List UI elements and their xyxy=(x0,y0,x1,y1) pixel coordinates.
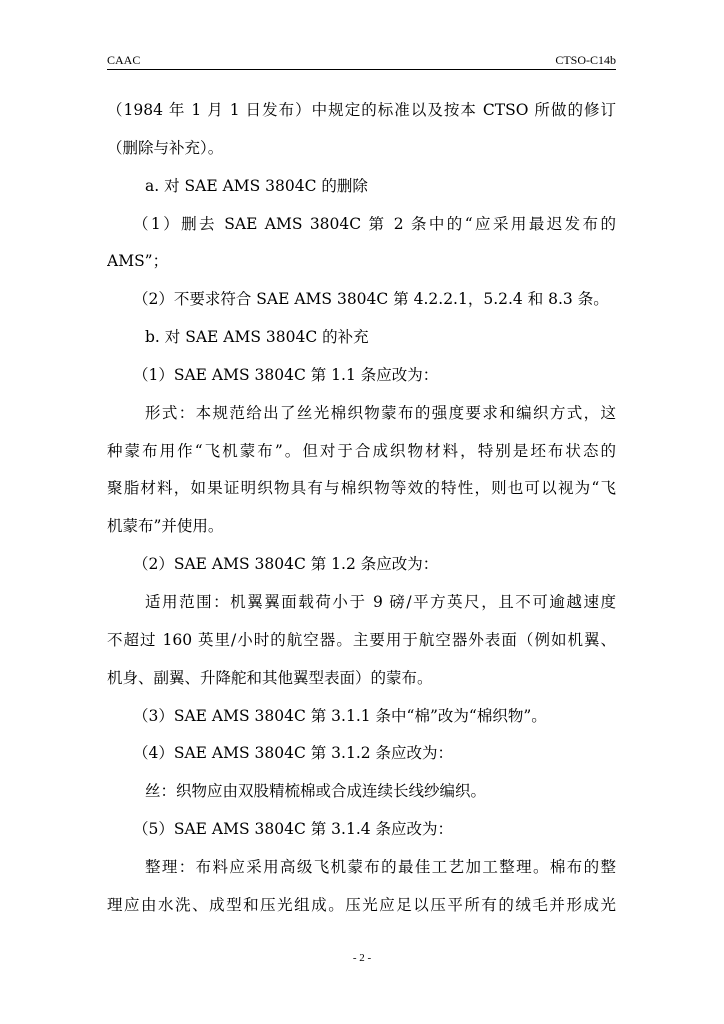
form-paragraph-line-1: 形式：本规范给出了丝光棉织物蒙布的强度要求和编织方式，这 xyxy=(145,403,616,422)
header-left-text: CAAC xyxy=(107,53,141,67)
page-header xyxy=(107,52,616,68)
item-a2-line: （2）不要求符合 SAE AMS 3804C 第 4.2.2.1，5.2.4 和 8.3 条。 xyxy=(133,290,609,309)
finish-paragraph-line-2: 理应由水洗、成型和压光组成。压光应足以压平所有的绒毛并形成光 xyxy=(107,895,616,914)
item-b4-heading: （4）SAE AMS 3804C 第 3.1.2 条应改为： xyxy=(133,744,454,763)
document-body xyxy=(107,92,616,925)
item-b2-heading: （2）SAE AMS 3804C 第 1.2 条应改为： xyxy=(133,555,439,574)
paragraph-line-2: （删除与补充）。 xyxy=(107,138,224,157)
section-heading-b: b. 对 SAE AMS 3804C 的补充 xyxy=(145,328,369,347)
page-number: - 2 - xyxy=(352,952,372,964)
section-heading-a: a. 对 SAE AMS 3804C 的删除 xyxy=(145,176,368,195)
form-paragraph-line-2: 种蒙布用作“飞机蒙布”。但对于合成织物材料，特别是坯布状态的 xyxy=(107,441,616,460)
yarn-paragraph-line: 丝：织物应由双股精梳棉或合成连续长线纱编织。 xyxy=(145,782,487,801)
item-b5-heading: （5）SAE AMS 3804C 第 3.1.4 条应改为： xyxy=(133,820,454,839)
header-rule xyxy=(107,69,616,70)
paragraph-line-1: （1984 年 1 月 1 日发布）中规定的标准以及按本 CTSO 所做的修订 xyxy=(107,101,616,119)
item-b1-heading: （1）SAE AMS 3804C 第 1.1 条应改为： xyxy=(133,365,439,384)
scope-paragraph-line-3: 机身、副翼、升降舵和其他翼型表面）的蒙布。 xyxy=(107,668,433,687)
item-a1-line-1: （1）删去 SAE AMS 3804C 第 2 条中的“应采用最迟发布的 xyxy=(133,214,616,233)
scope-paragraph-line-1: 适用范围：机翼翼面载荷小于 9 磅/平方英尺，且不可逾越速度 xyxy=(145,592,616,611)
finish-paragraph-line-1: 整理：布料应采用高级飞机蒙布的最佳工艺加工整理。棉布的整 xyxy=(145,857,616,876)
header-right-text: CTSO-C14b xyxy=(555,53,616,67)
item-b3-line: （3）SAE AMS 3804C 第 3.1.1 条中“棉”改为“棉织物”。 xyxy=(133,706,547,725)
scope-paragraph-line-2: 不超过 160 英里/小时的航空器。主要用于航空器外表面（例如机翼、 xyxy=(107,630,616,649)
form-paragraph-line-3: 聚脂材料，如果证明织物具有与棉织物等效的特性，则也可以视为“飞 xyxy=(107,479,616,498)
form-paragraph-line-4: 机蒙布”并使用。 xyxy=(107,517,224,536)
item-a1-line-2: AMS”； xyxy=(107,252,169,271)
